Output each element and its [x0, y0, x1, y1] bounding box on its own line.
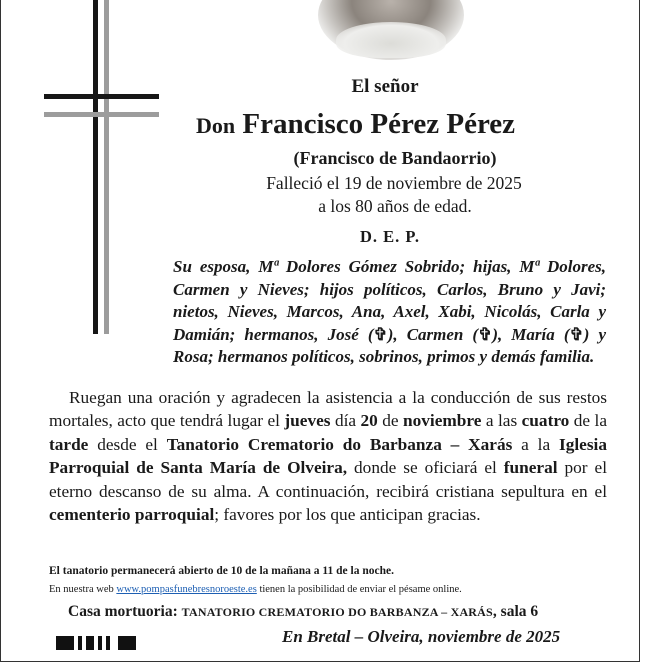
body-text: desde el — [88, 434, 167, 454]
heading: El señor — [351, 76, 419, 97]
body-bold: Iglesia Parroquial de Santa María de Olveira, — [49, 434, 607, 478]
website-link[interactable]: www.pompasfunebresnoroeste.es — [116, 584, 257, 595]
hours-notice: El tanatorio permanecerá abierto de 10 de la mañana a 11 de la noche. — [49, 565, 394, 577]
deceased-cross-icon: ✞ — [478, 324, 493, 344]
body-bold: 20 — [360, 411, 378, 431]
nickname: (Francisco de Bandaorrio) — [293, 148, 497, 168]
mortuary-place: TANATORIO CREMATORIO DO BARBANZA – XARÁS — [181, 605, 493, 619]
body-text: Ruegan una oración y agradecen la asistencia a la conducción de sus restos mortales, acto que tendrá lugar el — [49, 388, 607, 431]
family-text-3: ), María ( — [492, 324, 570, 344]
deceased-cross-icon: ✞ — [373, 324, 388, 344]
body-text: de — [377, 411, 404, 431]
body-bold: tarde — [49, 434, 89, 454]
dep: D. E. P. — [359, 227, 421, 246]
body-bold: Tanatorio Crematorio do Barbanza – Xarás — [166, 434, 513, 454]
mortuary-line — [68, 603, 613, 621]
qr-code-icon — [56, 636, 140, 650]
age: a los 80 años de edad. — [318, 196, 472, 216]
deceased-name — [196, 108, 616, 141]
body-text: donde se oficiará el — [347, 458, 504, 478]
family-list — [173, 256, 606, 369]
body-bold: cuatro — [521, 411, 570, 431]
body-text: por el eterno descanso de su alma. A continuación, recibirá cristiana sepultura en el — [49, 458, 607, 501]
ceremony-details — [49, 386, 607, 526]
body-bold: cementerio parroquial — [49, 505, 215, 525]
photo-shirt — [336, 22, 446, 58]
name-full: Francisco Pérez Pérez — [242, 108, 516, 140]
signature-line: En Bretal – Olveira, noviembre de 2025 — [282, 627, 561, 646]
mortuary-room: , sala 6 — [492, 603, 539, 620]
cross-horizontal-dark — [44, 94, 159, 99]
web-note-text: En nuestra web — [49, 584, 117, 595]
body-text: a las — [481, 411, 522, 431]
web-note-text: tienen la posibilidad de enviar el pésame online. — [256, 584, 462, 595]
mortuary-label: Casa mortuoria: — [68, 603, 182, 620]
cross-horizontal-light — [44, 112, 159, 117]
cross-vertical-dark — [93, 0, 98, 334]
death-date: Falleció el 19 de noviembre de 2025 — [266, 173, 522, 193]
body-text: de la — [569, 411, 608, 431]
web-note — [49, 584, 609, 595]
body-text: día — [330, 411, 361, 431]
family-text-1: Su esposa, Mª Dolores Gómez Sobrido; hijas, Mª Dolores, Carmen y Nieves; hijos políticos, Carlos, Bruno y Javi; nietos, Nieves, Marcos, Ana, Axel, Xabi, Nicolás, Carla y Damián; hermanos, José ( — [173, 257, 606, 344]
name-prefix: Don — [196, 113, 236, 138]
body-text: a la — [512, 434, 559, 454]
family-text-2: ), Carmen ( — [387, 324, 479, 344]
deceased-cross-icon: ✞ — [569, 324, 584, 344]
body-bold: noviembre — [403, 411, 482, 431]
body-bold: jueves — [284, 411, 331, 431]
cross-vertical-light — [104, 0, 109, 334]
family-text-4: ) y Rosa; hermanos políticos, sobrinos, primos y demás familia. — [173, 324, 606, 367]
body-text: ; favores por los que anticipan gracias. — [214, 505, 481, 525]
body-bold: funeral — [503, 458, 558, 478]
